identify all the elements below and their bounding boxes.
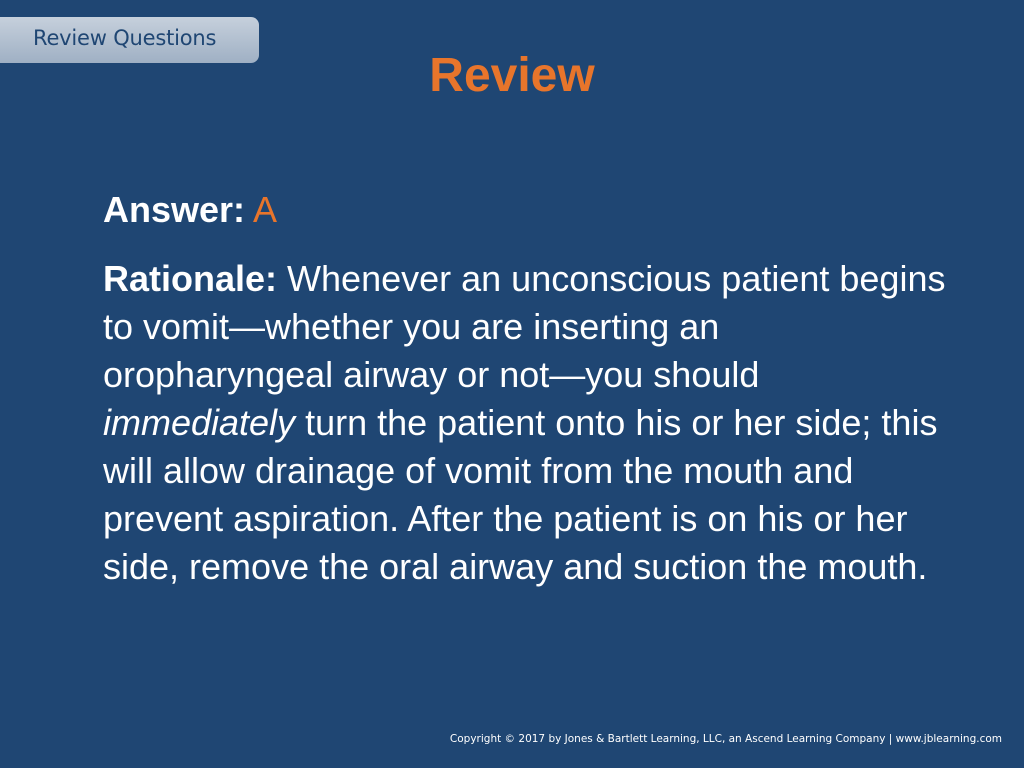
copyright-footer: Copyright © 2017 by Jones & Bartlett Learning, LLC, an Ascend Learning Company | www.jblearning.com — [449, 733, 1002, 745]
section-tab: Review Questions — [0, 17, 259, 63]
answer-line — [103, 187, 277, 233]
rationale-label: Rationale: — [103, 258, 278, 299]
answer-value: A — [253, 189, 278, 230]
rationale-paragraph — [103, 255, 953, 591]
answer-label: Answer: — [103, 189, 246, 230]
rationale-text-after: turn the patient onto his or her side; this will allow drainage of vomit from the mouth and prevent aspiration. After the patient is on his or her side, remove the oral airway and suction the mouth. — [103, 402, 938, 587]
rationale-text-before: Whenever an unconscious patient begins to vomit—whether you are inserting an oropharyngeal airway or not—you should — [103, 258, 946, 395]
rationale-emphasis: immediately — [103, 402, 296, 443]
slide-title: Review — [429, 49, 595, 102]
